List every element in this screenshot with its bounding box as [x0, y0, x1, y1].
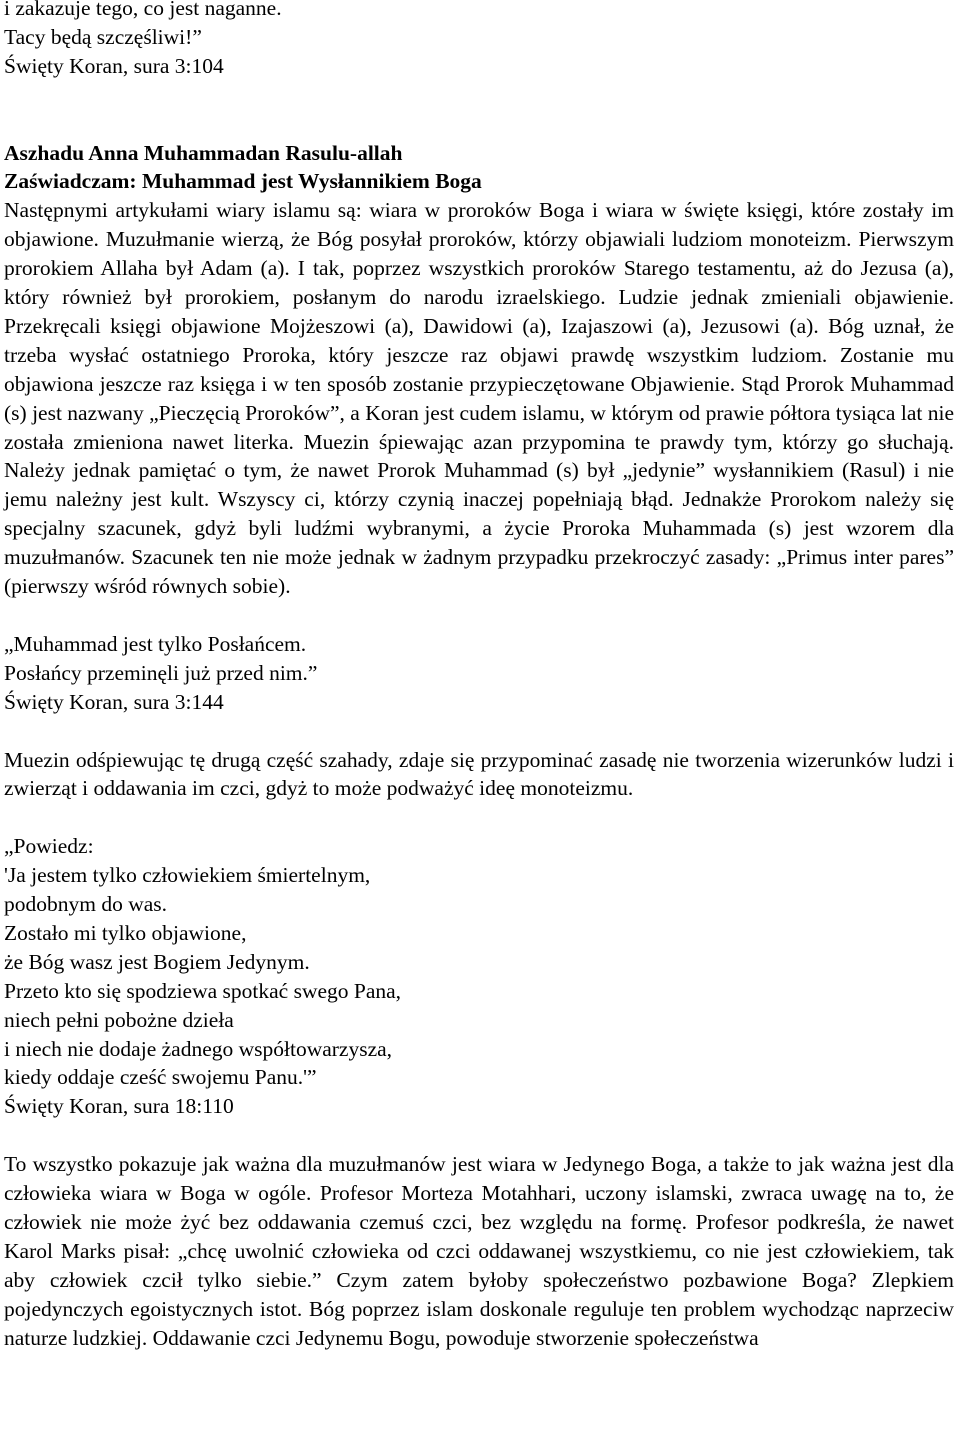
document-page [4, 0, 954, 1353]
body-paragraph: Muezin odśpiewując tę drugą część szahady, zdaje się przypominać zasadę nie tworzenia wizerunków ludzi i zwierząt i oddawania im czci, gdyż to może podważyć ideę monoteizmu. [4, 747, 954, 801]
quote-citation: Święty Koran, sura 18:110 [4, 1094, 234, 1119]
shahada-translation: Zaświadczam: Muhammad jest Wysłannikiem Boga [4, 169, 482, 194]
quote-line: podobnym do was. [4, 892, 168, 917]
quote-block [4, 832, 954, 1121]
spacer [4, 717, 954, 746]
quote-line: 'Ja jestem tylko człowiekiem śmiertelnym, [4, 863, 371, 888]
spacer [4, 81, 954, 110]
quote-line: Zostało mi tylko objawione, [4, 920, 247, 945]
body-paragraph: To wszystko pokazuje jak ważna dla muzułmanów jest wiara w Jedynego Boga, a także to jak ważna jest dla człowieka wiara w Boga w ogóle. Profesor Morteza Motahhari, uczony islamski, zwraca uwagę na to, że człowiek nie może żyć bez oddawania czemuś czci, bez względu na formę. Profesor podkreśla, że nawet Karol Marks pisał: „chcę uwolnić człowieka od czci oddawanej wszystkiemu, co nie jest człowiekiem, tak aby człowiek czcił tylko siebie.” Czym zatem byłoby społeczeństwo pozbawione Boga? Zlepkiem pojedynczych egoistycznych istot. Bóg poprzez islam doskonale reguluje ten problem wychodząc naprzeciw naturze ludzkiej. Oddawanie czci Jedynemu Bogu, powoduje stworzenie społeczeństwa [4, 1152, 954, 1350]
spacer [4, 110, 954, 139]
quote-block [4, 0, 954, 81]
spacer [4, 1121, 954, 1150]
quote-citation: Święty Koran, sura 3:104 [4, 53, 224, 78]
quote-line: Posłańcy przeminęli już przed nim.” [4, 660, 318, 685]
quote-line: i niech nie dodaje żadnego współtowarzysza, [4, 1036, 393, 1061]
quote-line: Tacy będą szczęśliwi!” [4, 24, 202, 49]
quote-line: „Powiedz: [4, 834, 94, 859]
quote-line: że Bóg wasz jest Bogiem Jedynym. [4, 949, 310, 974]
quote-line: kiedy oddaje cześć swojemu Panu.'” [4, 1065, 317, 1090]
quote-block [4, 630, 954, 717]
quote-line: „Muhammad jest tylko Posłańcem. [4, 631, 307, 656]
quote-line: i zakazuje tego, co jest naganne. [4, 0, 282, 20]
spacer [4, 601, 954, 630]
quote-line: Przeto kto się spodziewa spotkać swego Pana, [4, 978, 402, 1003]
quote-line: niech pełni pobożne dzieła [4, 1007, 234, 1032]
spacer [4, 803, 954, 832]
shahada-arabic: Aszhadu Anna Muhammadan Rasulu-allah [4, 140, 403, 165]
shahada-block [4, 139, 954, 197]
quote-citation: Święty Koran, sura 3:144 [4, 689, 224, 714]
body-paragraph: Następnymi artykułami wiary islamu są: wiara w proroków Boga i wiara w święte księgi, które zostały im objawione. Muzułmanie wierzą, że Bóg posyłał proroków, którzy objawiali ludziom monoteizm. Pierwszym prorokiem Allaha był Adam (a). I tak, poprzez wszystkich proroków Starego testamentu, aż do Jezusa (a), który również był prorokiem, posłanym do narodu izraelskiego. Ludzie jednak zmieniali objawienie. Przekręcali księgi objawione Mojżeszowi (a), Dawidowi (a), Izajaszowi (a), Jezusowi (a). Bóg uznał, że trzeba wysłać ostatniego Proroka, który jeszcze raz objawi prawdę wszystkim ludziom. Zostanie mu objawiona jeszcze raz księga i w ten sposób zostanie przypieczętowane Objawienie. Stąd Prorok Muhammad (s) jest nazwany „Pieczęcią Proroków”, a Koran jest cudem islamu, w którym od prawie półtora tysiąca lat nie została zmieniona nawet literka. Muezin śpiewając azan przypomina te prawdy tym, którzy go słuchają. Należy jednak pamiętać o tym, że nawet Prorok Muhammad (s) był „jedynie” wysłannikiem (Rasul) i nie jemu należny jest kult. Wszyscy ci, którzy czynią inaczej popełniają błąd. Jednakże Prorokom należy się specjalny szacunek, gdyż byli ludźmi wybranymi, a życie Proroka Muhammada (s) jest wzorem dla muzułmanów. Szacunek ten nie może jednak w żadnym przypadku przekroczyć zasady: „Primus inter pares” (pierwszy wśród równych sobie). [4, 198, 954, 599]
